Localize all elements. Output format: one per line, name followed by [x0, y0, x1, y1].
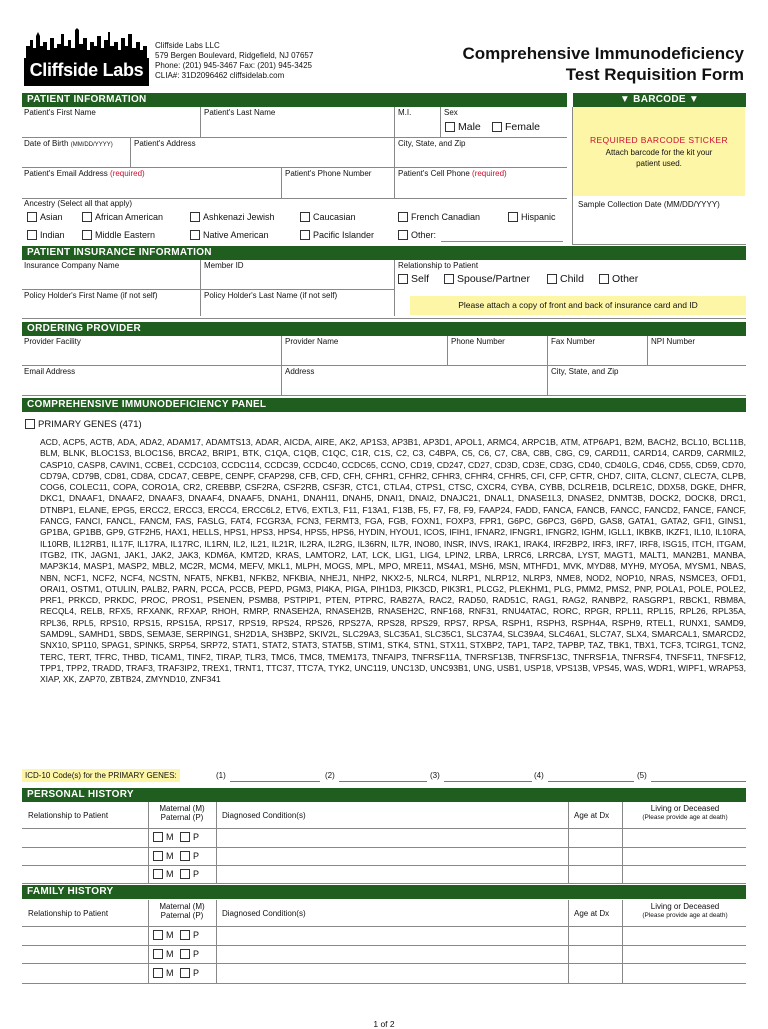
email-text: Patient's Email Address	[24, 169, 108, 178]
ph-row2-mp[interactable]	[153, 851, 199, 861]
icd-slot-3: (3)	[430, 771, 440, 780]
personal-history-header: PERSONAL HISTORY	[22, 788, 746, 802]
fh-row1-m-checkbox[interactable]	[153, 930, 163, 940]
provider-name-label: Provider Name	[285, 337, 339, 346]
pacific-islander-checkbox[interactable]	[300, 230, 310, 240]
ashkenazi-label: Ashkenazi Jewish	[203, 212, 275, 222]
patient-email-label	[22, 168, 147, 180]
relationship-label: Relationship to Patient	[398, 261, 479, 270]
ph-paternal: Paternal (P)	[160, 813, 204, 822]
form-title	[462, 43, 744, 85]
primary-genes-label: PRIMARY GENES (471)	[38, 419, 142, 430]
ph-row2-m: M	[166, 851, 174, 861]
ph-row3-mp[interactable]	[153, 869, 199, 879]
ph-maternal-paternal-header	[150, 804, 214, 822]
indian-label: Indian	[40, 230, 65, 240]
sex-male-option[interactable]	[445, 121, 481, 133]
patient-phone-label: Patient's Phone Number	[285, 169, 372, 178]
ph-living: Living or Deceased	[650, 804, 720, 813]
cliffside-labs-logo	[24, 28, 149, 86]
icd-input-2[interactable]	[339, 781, 427, 782]
lab-clia: CLIA#: 31D2096462 cliffsidelab.com	[155, 71, 285, 80]
spouse-label: Spouse/Partner	[457, 273, 530, 285]
fh-paternal: Paternal (P)	[160, 911, 204, 920]
fh-row3-mp[interactable]	[153, 968, 199, 978]
ph-row1-m-checkbox[interactable]	[153, 832, 163, 842]
fh-row1-m: M	[166, 930, 174, 940]
panel-header: COMPREHENSIVE IMMUNODEFICIENCY PANEL	[22, 398, 746, 412]
ph-row2-m-checkbox[interactable]	[153, 851, 163, 861]
icd-input-3[interactable]	[444, 781, 532, 782]
other-ancestry-checkbox[interactable]	[398, 230, 408, 240]
ph-row1-m: M	[166, 832, 174, 842]
native-american-label: Native American	[203, 230, 269, 240]
self-checkbox[interactable]	[398, 274, 408, 284]
icd-slot-1: (1)	[216, 771, 226, 780]
mi-label: M.I.	[398, 108, 412, 117]
fh-row2-m-checkbox[interactable]	[153, 949, 163, 959]
middle-eastern-checkbox[interactable]	[82, 230, 92, 240]
dob-label	[22, 138, 115, 151]
rel-spouse-option[interactable]	[444, 273, 530, 285]
fh-row2-m: M	[166, 949, 174, 959]
caucasian-label: Caucasian	[313, 212, 356, 222]
ancestry-african-american[interactable]	[82, 212, 163, 222]
ph-row1-p: P	[193, 832, 200, 842]
fh-diagnosed-header: Diagnosed Condition(s)	[222, 909, 306, 918]
barcode-required-text: REQUIRED BARCODE STICKER	[589, 135, 729, 145]
ph-row3-m-checkbox[interactable]	[153, 869, 163, 879]
rel-child-option[interactable]	[547, 273, 584, 285]
last-name-label: Patient's Last Name	[204, 108, 276, 117]
asian-label: Asian	[40, 212, 63, 222]
dob-text: Date of Birth	[24, 139, 69, 148]
provider-npi-label: NPI Number	[651, 337, 696, 346]
french-canadian-label: French Canadian	[411, 212, 481, 222]
first-name-label: Patient's First Name	[24, 108, 96, 117]
other-ancestry-label: Other:	[411, 230, 437, 240]
ancestry-caucasian[interactable]	[300, 212, 356, 222]
pacific-islander-label: Pacific Islander	[313, 230, 375, 240]
middle-eastern-label: Middle Eastern	[95, 230, 156, 240]
provider-phone-label: Phone Number	[451, 337, 505, 346]
form-title-line2: Test Requisition Form	[565, 65, 744, 84]
logo-text: Cliffside Labs	[29, 60, 144, 80]
dob-format: (MM/DD/YYYY)	[70, 142, 113, 148]
caucasian-checkbox[interactable]	[300, 212, 310, 222]
ancestry-indian[interactable]	[27, 230, 65, 240]
other-ancestry-line[interactable]	[441, 241, 563, 242]
fh-row3-m-checkbox[interactable]	[153, 968, 163, 978]
icd10-label: ICD-10 Code(s) for the PRIMARY GENES:	[22, 769, 180, 782]
ancestry-middle-eastern[interactable]	[82, 230, 155, 240]
cell-required: (required)	[472, 169, 507, 178]
insurance-company-label: Insurance Company Name	[24, 261, 120, 270]
cell-text: Patient's Cell Phone	[398, 169, 470, 178]
ph-row1-mp[interactable]	[153, 832, 199, 842]
icd-input-5[interactable]	[651, 781, 746, 782]
ph-maternal: Maternal (M)	[159, 804, 205, 813]
ph-row1-p-checkbox[interactable]	[180, 832, 190, 842]
icd-input-4[interactable]	[548, 781, 634, 782]
fh-row1-p: P	[193, 930, 200, 940]
ph-living-note: (Please provide age at death)	[642, 814, 728, 821]
hispanic-checkbox[interactable]	[508, 212, 518, 222]
barcode-note: Attach barcode for the kit your patient used.	[605, 148, 713, 168]
fh-row3-p-checkbox[interactable]	[180, 968, 190, 978]
fh-row2-mp[interactable]	[153, 949, 199, 959]
fh-maternal-paternal-header	[150, 902, 214, 920]
provider-fax-label: Fax Number	[551, 337, 596, 346]
fh-row3-m: M	[166, 968, 174, 978]
ph-row3-p: P	[193, 869, 200, 879]
ph-row2-p: P	[193, 851, 200, 861]
spouse-checkbox[interactable]	[444, 274, 454, 284]
ph-age-header: Age at Dx	[574, 811, 610, 820]
holder-last-name-label: Policy Holder's Last Name (if not self)	[204, 291, 338, 300]
lab-name: Cliffside Labs LLC	[155, 41, 220, 50]
child-label: Child	[560, 273, 584, 285]
gene-list: ACD, ACP5, ACTB, ADA, ADA2, ADAM17, ADAMTS13, ADAR, AICDA, AIRE, AK2, AP1S3, AP3B1, AP3D1, APOL1, ARMC4, ARPC1B, ATM, ATP6AP1, B2M, BACH2, BCL10, BCL11B, BLM, BLNK, BLOC1S3, BLOC1S6, BRCA2, BRIP1, BTK, C1QA, C1QB, C1QC, C1R, C1S, C2, C3, C4BPA, C5, C6, C7, C8A, C8B, C8G, C9, CARD11, CARD14, CARD9, CARMIL2, CASP10, CASP8, CAVIN1, CCBE1, CCDC103, CCDC114, CCDC39, CCDC40, CCDC65, CCNO, CD19, CD247, CD27, CD3D, CD3E, CD3G, CD40, CD40LG, CD46, CD55, CD59, CD70, CD79A, CD79B, CD81, CD8A, CDCA7, CEBPE, CENPF, CFAP298, CFB, CFD, CFH, CFHR1, CFHR2, CFHR3, CFHR4, CFHR5, CFI, CFP, CFTR, CHD7, CIITA, CLCN7, CLEC7A, CLPB, COG6, COLEC11, COPA, CORO1A, CR2, CREBBP, CSF2RA, CSF2RB, CSF3R, CTC1, CTLA4, CTPS1, CTSC, CXCR4, CYBA, CYBB, DCLRE1B, DCLRE1C, DDX58, DGKE, DHFR, DKC1, DNAAF1, DNAAF2, DNAAF3, DNAAF4, DNAAF5, DNAH1, DNAH11, DNAH5, DNAI1, DNAI2, DNAJC21, DNAL1, DNASE1L3, DNASE2, DNMT3B, DOCK2, DOCK8, DRC1, DTNBP1, ELANE, EPG5, ERCC2, ERCC3, ERCC4, ERCC6L2, ETV6, EXTL3, F11, F13A1, F13B, F5, F7, F8, F9, FAAP24, FADD, FANCA, FANCB, FANCC, FANCD2, FANCE, FANCF, FANCG, FANCI, FANCL, FANCM, FAS, FASLG, FAT4, FCGR3A, FCN3, FERMT3, FGA, FGB, FOXN1, FOXP3, FPR1, G6PC, G6PC3, G6PD, GAS8, GATA1, GATA2, GFI1, GINS1, GP1BA, GP1BB, GP9, GTF2H5, HAX1, HELLS, HPS1, HPS3, HPS4, HPS5, HPS6, HYDIN, HYOU1, ICOS, IFIH1, IFNAR2, IFNGR1, IFNGR2, IGHM, IGLL1, IKBKB, IKZF1, IL10, IL10RA, IL10RB, IL12RB1, IL17F, IL17RA, IL17RC, IL1RN, IL2, IL21, IL21R, IL2RA, IL2RG, IL36RN, IL7R, INO80, INSR, INVS, IRAK1, IRAK4, IRF2BP2, IRF3, IRF7, IRF8, ISG15, ITCH, ITGAM, ITGB2, ITK, JAGN1, JAK1, JAK2, JAK3, KDM6A, KMT2D, KRAS, LAMTOR2, LAT, LCK, LIG1, LIG4, LPIN2, LRBA, LRRC6, LRRC8A, LYST, MAGT1, MALT1, MAN2B1, MANBA, MAP3K14, MASP1, MASP2, MBL2, MC2R, MCM4, MEFV, MKL1, MLPH, MOGS, MPL, MPO, MRE11, MS4A1, MSH6, MSN, MTHFD1, MVK, MYD88, MYH9, MYO5A, MYSM1, NBAS, NBN, NCF1, NCF2, NCF4, NCSTN, NFAT5, NFKB1, NFKB2, NFKBIA, NHEJ1, NHP2, NKX2-5, NLRC4, NLRP1, NLRP12, NLRP3, NME8, NOD2, NOP10, NRAS, NSMCE3, OFD1, ORAI1, OSTM1, OTULIN, PALB2, PARN, PCCA, PCCB, PEPD, PGM3, PI4KA, PIGA, PIH1D3, PIK3CD, PIK3R1, PLCG2, PLEKHM1, PLG, PMM2, PMS2, PNP, POLA1, POLE, POLE2, PRF1, PRKCD, PRKDC, PROC, PROS1, PSENEN, PSMB8, PSTPIP1, PTEN, PTPRC, RAB27A, RAC2, RAD50, RAD51C, RAG1, RAG2, RANBP2, RASGRP1, RBCK1, RBM8A, RECQL4, RELB, RFX5, RFXANK, RFXAP, RHOH, RMRP, RNASEH2A, RNASEH2B, RNASEH2C, RNF168, RNF31, RNU4ATAC, RORC, RPGR, RPL11, RPL15, RPL26, RPL35A, RPL36, RPL5, RPS10, RPS15, RPS15A, RPS17, RPS19, RPS24, RPS26, RPS27A, RPS28, RPS29, RPS7, RPSA, RSPH1, RSPH3, RSPH4A, RSPH9, RTEL1, RUNX1, SAMD9, SAMD9L, SAMHD1, SBDS, SEMA3E, SERPING1, SH2D1A, SH3BP2, SKIV2L, SLC29A3, SLC35A1, SLC35C1, SLC37A4, SLC39A4, SLC46A1, SLC7A7, SLX4, SMARCAL1, SMARCD2, SNX10, SP110, SPAG1, SPINK5, SRP54, SRP72, STAT1, STAT2, STAT3, STAT5B, STIM1, STK4, STN1, STX11, STXBP2, TAP1, TAP2, TAPBP, TAZ, TBK1, TBX1, TCF3, TCIRG1, TCN2, TERC, TERT, TFRC, THBD, TICAM1, TINF2, TIRAP, TLR3, TMC6, TMC8, TMEM173, TNFAIP3, TNFRSF11A, TNFRSF13B, TNFRSF13C, TNFRSF1A, TNFRSF4, TNFSF11, TNFSF12, TPP1, TPP2, TRADD, TRAF3, TRAF3IP2, TREX1, TRNT1, TTC37, TTC7A, TYK2, UNC119, UNC13D, UNC93B1, UNG, USB1, USP18, VPS13B, VPS45, WAS, WDR1, WIPF1, WRAP53, XIAP, XK, ZAP70, ZBTB24, ZMYND10, ZNF341	[40, 437, 746, 685]
primary-genes-option[interactable]	[25, 419, 142, 430]
female-checkbox[interactable]	[492, 122, 502, 132]
icd-slot-2: (2)	[325, 771, 335, 780]
sex-female-option[interactable]	[492, 121, 540, 133]
ancestry-label: Ancestry (Select all that apply)	[24, 199, 133, 208]
lab-address: 579 Bergen Boulevard, Ridgefield, NJ 07657	[155, 51, 314, 60]
fh-relationship-header: Relationship to Patient	[28, 909, 109, 918]
french-canadian-checkbox[interactable]	[398, 212, 408, 222]
ancestry-asian[interactable]	[27, 212, 63, 222]
provider-email-label: Email Address	[24, 367, 76, 376]
page-number: 1 of 2	[373, 1019, 395, 1029]
patient-address-label: Patient's Address	[134, 139, 196, 148]
self-label: Self	[411, 273, 430, 285]
member-id-label: Member ID	[204, 261, 244, 270]
male-checkbox[interactable]	[445, 122, 455, 132]
ph-row3-m: M	[166, 869, 174, 879]
icd-slot-4: (4)	[534, 771, 544, 780]
form-title-line1: Comprehensive Immunodeficiency	[462, 44, 744, 63]
fh-row3-p: P	[193, 968, 200, 978]
patient-city-label: City, State, and Zip	[398, 139, 466, 148]
child-checkbox[interactable]	[547, 274, 557, 284]
provider-city-label: City, State, and Zip	[551, 367, 619, 376]
ph-living-header	[624, 804, 746, 822]
ph-relationship-header: Relationship to Patient	[28, 811, 109, 820]
ancestry-other[interactable]	[398, 230, 436, 240]
insurance-header: PATIENT INSURANCE INFORMATION	[22, 246, 746, 260]
provider-facility-label: Provider Facility	[24, 337, 81, 346]
ashkenazi-checkbox[interactable]	[190, 212, 200, 222]
lab-phone: Phone: (201) 945-3467 Fax: (201) 945-3425	[155, 61, 312, 70]
sample-collection-date-label: Sample Collection Date (MM/DD/YYYY)	[578, 200, 720, 209]
native-american-checkbox[interactable]	[190, 230, 200, 240]
fh-living-note: (Please provide age at death)	[642, 912, 728, 919]
ancestry-hispanic[interactable]	[508, 212, 556, 222]
fh-row1-mp[interactable]	[153, 930, 199, 940]
male-label: Male	[458, 121, 481, 133]
provider-address-label: Address	[285, 367, 315, 376]
fh-maternal: Maternal (M)	[159, 902, 205, 911]
rel-other-option[interactable]	[599, 273, 638, 285]
email-required: (required)	[110, 169, 145, 178]
female-label: Female	[505, 121, 541, 133]
ph-diagnosed-header: Diagnosed Condition(s)	[222, 811, 306, 820]
fh-living: Living or Deceased	[650, 902, 720, 911]
lab-info	[155, 41, 313, 81]
african-american-label: African American	[95, 212, 164, 222]
barcode-header: ▼ BARCODE ▼	[573, 93, 746, 107]
fh-row2-p-checkbox[interactable]	[180, 949, 190, 959]
hispanic-label: Hispanic	[521, 212, 556, 222]
ph-row3-p-checkbox[interactable]	[180, 869, 190, 879]
rel-self-option[interactable]	[398, 273, 429, 285]
ancestry-ashkenazi[interactable]	[190, 212, 275, 222]
fh-age-header: Age at Dx	[574, 909, 610, 918]
provider-header: ORDERING PROVIDER	[22, 322, 746, 336]
ancestry-pacific-islander[interactable]	[300, 230, 374, 240]
icd-input-1[interactable]	[230, 781, 320, 782]
patient-cell-label	[396, 168, 509, 180]
rel-other-label: Other	[612, 273, 639, 285]
primary-genes-checkbox[interactable]	[25, 419, 35, 429]
icd-slot-5: (5)	[637, 771, 647, 780]
insurance-card-note: Please attach a copy of front and back of insurance card and ID	[410, 296, 746, 315]
sex-label: Sex	[444, 108, 458, 117]
patient-info-header: PATIENT INFORMATION	[22, 93, 567, 107]
ph-row2-p-checkbox[interactable]	[180, 851, 190, 861]
holder-first-name-label: Policy Holder's First Name (if not self)	[24, 291, 158, 300]
fh-living-header	[624, 902, 746, 920]
fh-row1-p-checkbox[interactable]	[180, 930, 190, 940]
barcode-sticker-area[interactable]	[573, 107, 745, 196]
ancestry-french-canadian[interactable]	[398, 212, 480, 222]
indian-checkbox[interactable]	[27, 230, 37, 240]
african-american-checkbox[interactable]	[82, 212, 92, 222]
fh-row2-p: P	[193, 949, 200, 959]
family-history-header: FAMILY HISTORY	[22, 885, 746, 899]
asian-checkbox[interactable]	[27, 212, 37, 222]
rel-other-checkbox[interactable]	[599, 274, 609, 284]
ancestry-native-american[interactable]	[190, 230, 269, 240]
